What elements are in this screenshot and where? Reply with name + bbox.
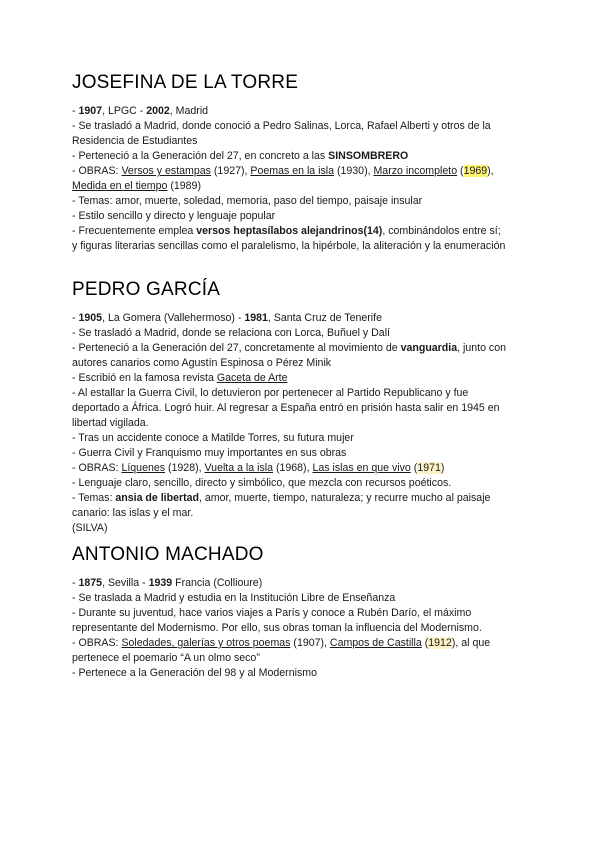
text-line: - Se trasladó a Madrid, donde conoció a Pedro Salinas, Lorca, Rafael Alberti y otros de la	[72, 120, 491, 132]
bio-line: - 1875, Sevilla - 1939 Francia (Collioure)	[72, 577, 263, 589]
text-line: - Frecuentemente emplea versos heptasílabos alejandrinos(14), combinándolos entre sí;	[72, 225, 501, 237]
text-line: - Pertenece a la Generación del 98 y al Modernismo	[72, 667, 317, 679]
text-line: - Estilo sencillo y directo y lenguaje popular	[72, 210, 276, 222]
text-line: pertenece el poemario “A un olmo seco”	[72, 652, 260, 664]
work-link[interactable]: Medida en el tiempo	[72, 180, 168, 192]
work-link[interactable]: Marzo incompleto	[373, 165, 458, 177]
section-title: PEDRO GARCÍA	[72, 279, 221, 300]
text-line: deportado a África. Logró huir. Al regresar a España entró en prisión hasta salir en 1945 en	[72, 402, 500, 414]
text-line: y figuras literarias sencillas como el paralelismo, la hipérbole, la aliteración y la enumeración	[72, 240, 506, 252]
work-link[interactable]: Vuelta a la isla	[204, 462, 274, 474]
text-line: - Se trasladó a Madrid, donde se relaciona con Lorca, Buñuel y Dalí	[72, 327, 390, 339]
text-line: - Perteneció a la Generación del 27, concretamente al movimiento de vanguardia, junto con	[72, 342, 507, 354]
highlighted-year: 1969	[463, 165, 488, 177]
work-link[interactable]: Campos de Castilla	[329, 637, 422, 649]
text-line: - Perteneció a la Generación del 27, en concreto a las SINSOMBRERO	[72, 150, 409, 162]
text-line: canario: las islas y el mar.	[72, 507, 194, 519]
text-line: Residencia de Estudiantes	[72, 135, 198, 147]
section-title: JOSEFINA DE LA TORRE	[72, 72, 299, 93]
text-line: representante del Modernismo. Por ello, sus obras toman la influencia del Modernismo.	[72, 622, 482, 634]
obras-line: - OBRAS: Soledades, galerías y otros poemas (1907), Campos de Castilla (1912), al que	[72, 637, 491, 649]
work-link[interactable]: Las islas en que vivo	[312, 462, 411, 474]
text-line: - Durante su juventud, hace varios viajes a París y conoce a Rubén Darío, el máximo	[72, 607, 472, 619]
text-line: - Lenguaje claro, sencillo, directo y simbólico, que mezcla con recursos poéticos.	[72, 477, 452, 489]
section-title: ANTONIO MACHADO	[72, 544, 264, 565]
work-link[interactable]: Líquenes	[121, 462, 166, 474]
text-line: - Escribió en la famosa revista Gaceta de Arte	[72, 372, 288, 384]
work-link[interactable]: Poemas en la isla	[250, 165, 335, 177]
obras-line: - OBRAS: Líquenes (1928), Vuelta a la isla (1968), Las islas en que vivo (1971)	[72, 462, 445, 474]
work-link[interactable]: Soledades, galerías y otros poemas	[121, 637, 291, 649]
section-josefina	[72, 72, 542, 254]
text-line: - Se traslada a Madrid y estudia en la Institución Libre de Enseñanza	[72, 592, 396, 604]
text-line: - Tras un accidente conoce a Matilde Torres, su futura mujer	[72, 432, 354, 444]
text-line: libertad vigilada.	[72, 417, 149, 429]
text-line: (SILVA)	[72, 522, 108, 534]
text-line: - Guerra Civil y Franquismo muy importantes en sus obras	[72, 447, 347, 459]
highlighted-year: 1912	[428, 637, 452, 649]
work-link[interactable]: Gaceta de Arte	[216, 372, 288, 384]
text-line: - Temas: ansia de libertad, amor, muerte, tiempo, naturaleza; y recurre mucho al paisaje	[72, 492, 491, 504]
text-line: autores canarios como Agustín Espinosa o Pérez Minik	[72, 357, 332, 369]
bio-line: - 1905, La Gomera (Vallehermoso) - 1981, Santa Cruz de Tenerife	[72, 312, 382, 324]
section-pedro	[72, 279, 542, 536]
bio-line: - 1907, LPGC - 2002, Madrid	[72, 105, 209, 117]
obras-line: - OBRAS: Versos y estampas (1927), Poemas en la isla (1930), Marzo incompleto (1969),	[72, 165, 494, 177]
text-line: - Al estallar la Guerra Civil, lo detuvieron por pertenecer al Partido Republicano y fue	[72, 387, 469, 399]
highlighted-year: 1971	[417, 462, 441, 474]
obras-line-cont: Medida en el tiempo (1989)	[72, 180, 201, 192]
section-antonio	[72, 544, 542, 681]
text-line: - Temas: amor, muerte, soledad, memoria, paso del tiempo, paisaje insular	[72, 195, 423, 207]
work-link[interactable]: Versos y estampas	[121, 165, 211, 177]
